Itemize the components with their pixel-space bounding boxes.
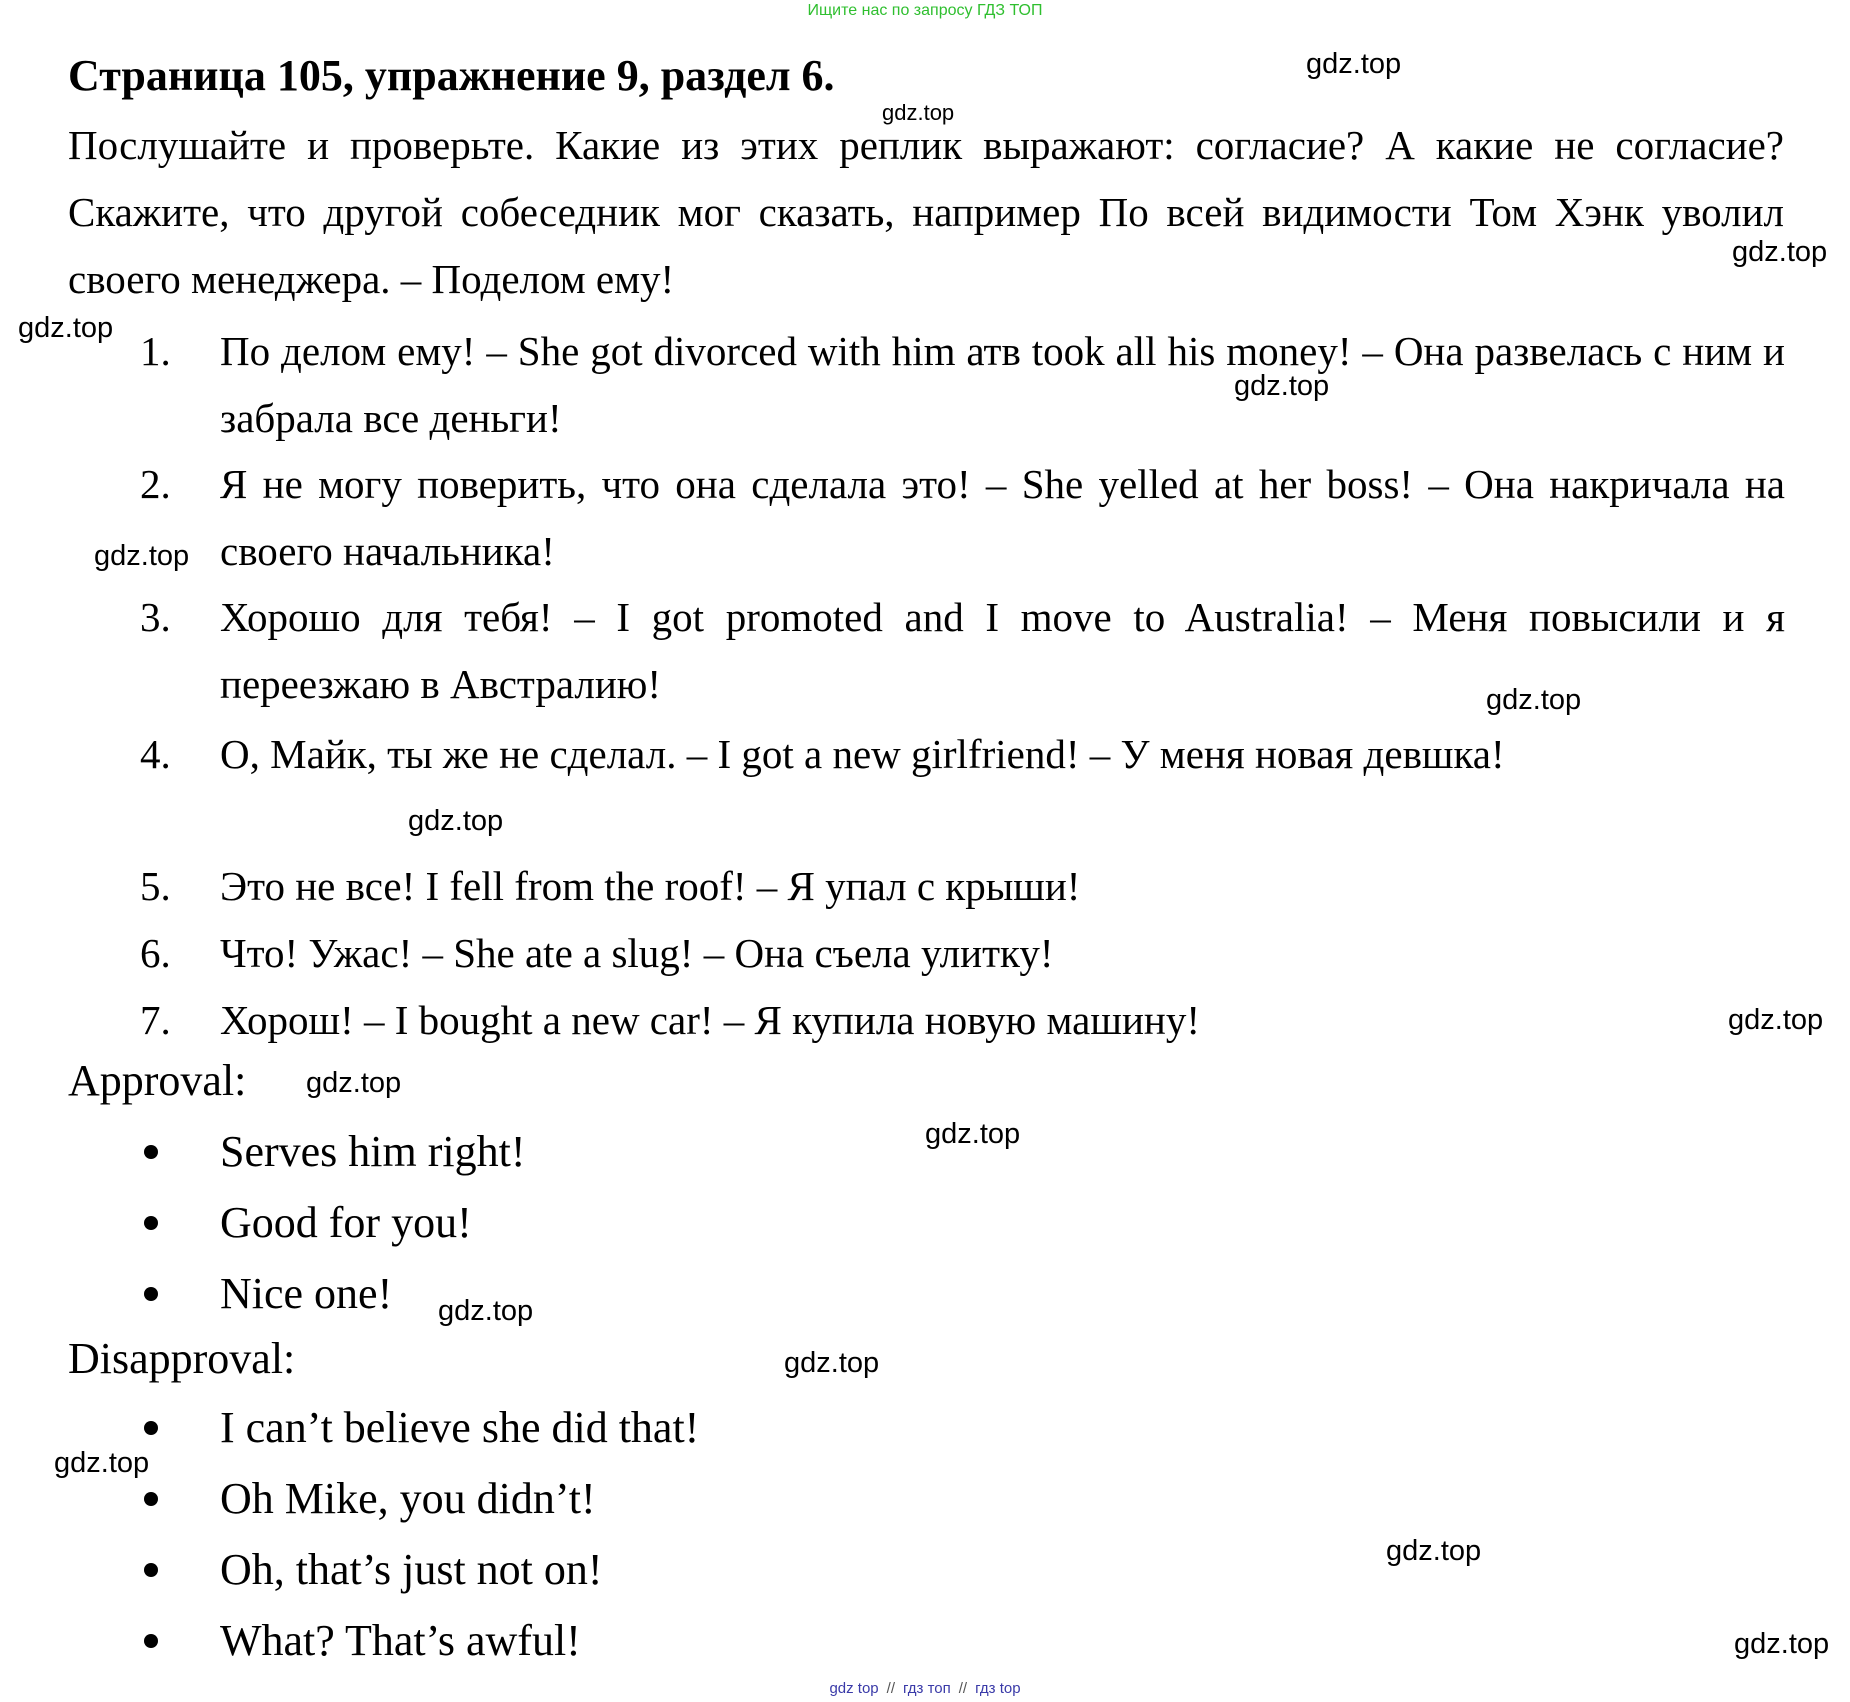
watermark: gdz.top [438,1295,534,1327]
list-item-1 [140,318,1785,452]
watermark: gdz.top [94,540,190,572]
list-item-5 [140,853,1785,920]
item-number: 4. [140,731,171,777]
item-text: Что! Ужас! – She ate a slug! – Она съела улитку! [220,930,1054,976]
list-item-7 [140,987,1785,1054]
disapproval-item [140,1393,699,1463]
page-title: Страница 105, упражнение 9, раздел 6. [68,51,835,100]
watermark: gdz.top [1306,48,1402,80]
list-item-2 [140,451,1785,585]
footer-link[interactable]: gdz top [829,1680,879,1697]
bullet-icon [144,1563,158,1577]
bullet-icon [144,1216,158,1230]
watermark: gdz.top [1734,1628,1830,1660]
item-text: О, Майк, ты же не сделал. – I got a new girlfriend! – У меня новая девшка! [220,731,1505,777]
watermark: gdz.top [18,312,114,344]
watermark: gdz.top [925,1118,1021,1150]
disapproval-item-text: What? That’s awful! [220,1616,581,1665]
footer-links [0,1680,1850,1697]
watermark: gdz.top [1486,684,1582,716]
watermark: gdz.top [408,805,504,837]
item-text: По делом ему! – She got divorced with him атв took all his money! – Она развелась с ним и забрала все деньги! [220,328,1785,441]
approval-item-text: Nice one! [220,1269,393,1318]
approval-item [140,1117,526,1187]
list-item-6 [140,920,1785,987]
watermark: gdz.top [1732,236,1828,268]
bullet-icon [144,1634,158,1648]
exercise-instructions: Послушайте и проверьте. Какие из этих реплик выражают: согласие? А какие не согласие? Скажите, что другой собеседник мог сказать, например По всей видимости Том Хэнк уволил своего менеджера. – Поделом ему! [68,122,1784,302]
bullet-icon [144,1421,158,1435]
approval-item-text: Good for you! [220,1198,472,1247]
item-number: 7. [140,997,171,1043]
bullet-icon [144,1287,158,1301]
item-text: Это не все! I fell from the roof! – Я упал с крыши! [220,863,1081,909]
bullet-icon [144,1492,158,1506]
watermark: gdz.top [306,1067,402,1099]
watermark: gdz.top [882,100,955,125]
footer-link[interactable]: гдз top [975,1680,1021,1697]
watermark: gdz.top [1234,370,1330,402]
watermark: gdz.top [1728,1004,1824,1036]
top-search-link[interactable]: Ищите нас по запросу ГДЗ ТОП [807,2,1043,19]
approval-label: Approval: [68,1056,247,1105]
disapproval-item-text: Oh Mike, you didn’t! [220,1474,596,1523]
disapproval-label: Disapproval: [68,1334,296,1383]
watermark: gdz.top [784,1347,880,1379]
item-text: Хорош! – I bought a new car! – Я купила новую машину! [220,997,1200,1043]
disapproval-item [140,1535,603,1605]
disapproval-item [140,1464,596,1534]
watermark: gdz.top [1386,1535,1482,1567]
disapproval-item [140,1606,581,1676]
item-number: 2. [140,461,171,507]
approval-item-text: Serves him right! [220,1127,526,1176]
item-number: 6. [140,930,171,976]
item-text: Я не могу поверить, что она сделала это! – She yelled at her boss! – Она накричала на своего начальника! [220,461,1785,574]
approval-item [140,1259,392,1329]
disapproval-item-text: Oh, that’s just not on! [220,1545,603,1594]
footer-link[interactable]: гдз топ [903,1680,951,1697]
item-text: Хорошо для тебя! – I got promoted and I move to Australia! – Меня повысили и я переезжаю в Австралию! [220,594,1785,707]
watermark: gdz.top [54,1447,150,1479]
list-item-4 [140,721,1785,788]
approval-item [140,1188,472,1258]
item-number: 1. [140,328,171,374]
item-number: 3. [140,594,171,640]
footer-separator: // [886,1680,895,1697]
bullet-icon [144,1145,158,1159]
footer-separator: // [958,1680,968,1697]
disapproval-item-text: I can’t believe she did that! [220,1403,700,1452]
item-number: 5. [140,863,171,909]
